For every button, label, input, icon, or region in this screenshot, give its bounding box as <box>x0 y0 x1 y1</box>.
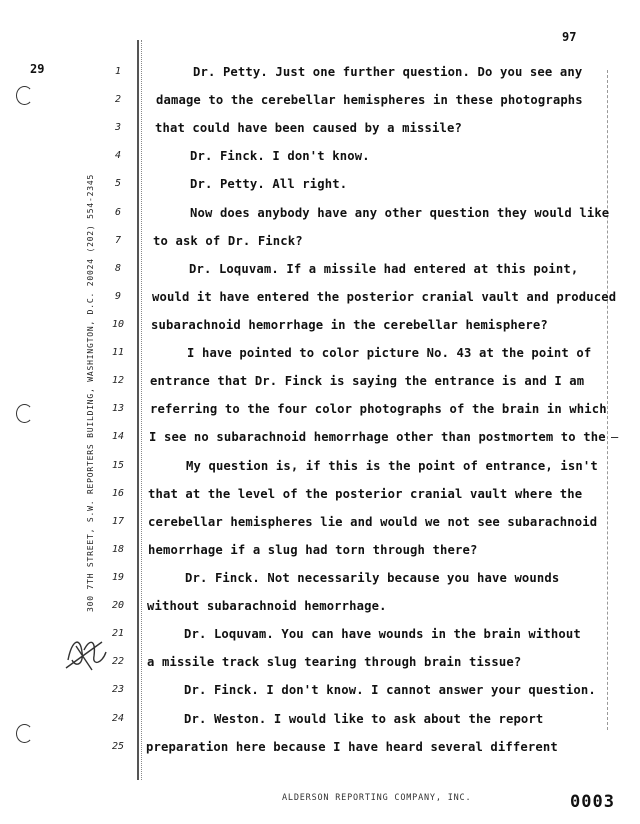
line-number: 11 <box>111 347 125 358</box>
handwritten-initials <box>62 630 110 674</box>
line-number: 7 <box>114 235 122 246</box>
line-number: 10 <box>111 319 125 330</box>
binder-hole-top <box>16 86 33 105</box>
binder-hole-bottom <box>16 724 33 743</box>
line-number: 24 <box>111 713 125 724</box>
line-number: 6 <box>114 207 122 218</box>
line-text: Dr. Finck. Not necessarily because you have wounds <box>185 571 560 585</box>
line-text: entrance that Dr. Finck is saying the entrance is and I am <box>150 374 585 388</box>
line-text: cerebellar hemispheres lie and would we not see subarachnoid <box>148 515 598 529</box>
line-number: 21 <box>111 628 125 639</box>
line-text: that at the level of the posterior cranial vault where the <box>148 487 583 501</box>
line-text: would it have entered the posterior cranial vault and produced <box>152 290 617 304</box>
line-number: 2 <box>114 94 122 105</box>
left-margin-rule <box>137 40 139 780</box>
left-margin-rule-inner <box>141 40 142 780</box>
right-margin-rule <box>607 70 608 730</box>
margin-dash-mark: — <box>611 430 619 444</box>
line-text: I have pointed to color picture No. 43 at the point of <box>187 346 592 360</box>
line-text: I see no subarachnoid hemorrhage other than postmortem to the <box>149 430 606 444</box>
line-number: 4 <box>114 150 122 161</box>
line-number: 19 <box>111 572 125 583</box>
line-text: a missile track slug tearing through brain tissue? <box>147 655 522 669</box>
line-text: damage to the cerebellar hemispheres in these photographs <box>156 93 583 107</box>
line-number: 20 <box>111 600 125 611</box>
line-text: Dr. Petty. All right. <box>190 177 348 191</box>
line-number: 9 <box>114 291 122 302</box>
line-number: 17 <box>111 516 125 527</box>
line-text: subarachnoid hemorrhage in the cerebellar hemisphere? <box>151 318 548 332</box>
line-text: Dr. Finck. I don't know. I cannot answer your question. <box>184 683 596 697</box>
line-number: 15 <box>111 460 125 471</box>
line-text: Dr. Loquvam. You can have wounds in the brain without <box>184 627 581 641</box>
line-text: Now does anybody have any other question they would like <box>190 206 610 220</box>
line-text: My question is, if this is the point of entrance, isn't <box>186 459 598 473</box>
line-text: hemorrhage if a slug had torn through there? <box>148 543 478 557</box>
line-text: to ask of Dr. Finck? <box>153 234 303 248</box>
line-text: Dr. Petty. Just one further question. Do you see any <box>193 65 583 79</box>
binder-hole-middle <box>16 404 33 423</box>
line-number: 25 <box>111 741 125 752</box>
line-number: 8 <box>114 263 122 274</box>
line-number: 12 <box>111 375 125 386</box>
line-number: 13 <box>111 403 125 414</box>
line-number: 23 <box>111 684 125 695</box>
line-text: without subarachnoid hemorrhage. <box>147 599 387 613</box>
line-number: 14 <box>111 431 125 442</box>
line-text: Dr. Loquvam. If a missile had entered at this point, <box>189 262 579 276</box>
line-number: 18 <box>111 544 125 555</box>
line-text: Dr. Finck. I don't know. <box>190 149 370 163</box>
reporter-address-vertical: 300 7TH STREET, S.W. REPORTERS BUILDING, WASHINGTON, D.C. 20024 (202) 554-2345 <box>86 173 95 612</box>
document-number: 0003 <box>570 792 615 812</box>
line-number: 16 <box>111 488 125 499</box>
line-number: 1 <box>114 66 122 77</box>
line-number: 3 <box>114 122 122 133</box>
line-number: 22 <box>111 656 125 667</box>
line-text: that could have been caused by a missile? <box>155 121 462 135</box>
reporting-company-footer: ALDERSON REPORTING COMPANY, INC. <box>282 793 472 803</box>
line-number: 5 <box>114 178 122 189</box>
page-number: 97 <box>562 30 577 44</box>
line-text: referring to the four color photographs of the brain in which <box>150 402 607 416</box>
side-page-number: 29 <box>30 62 45 76</box>
line-text: Dr. Weston. I would like to ask about the report <box>184 712 544 726</box>
line-text: preparation here because I have heard several different <box>146 740 558 754</box>
